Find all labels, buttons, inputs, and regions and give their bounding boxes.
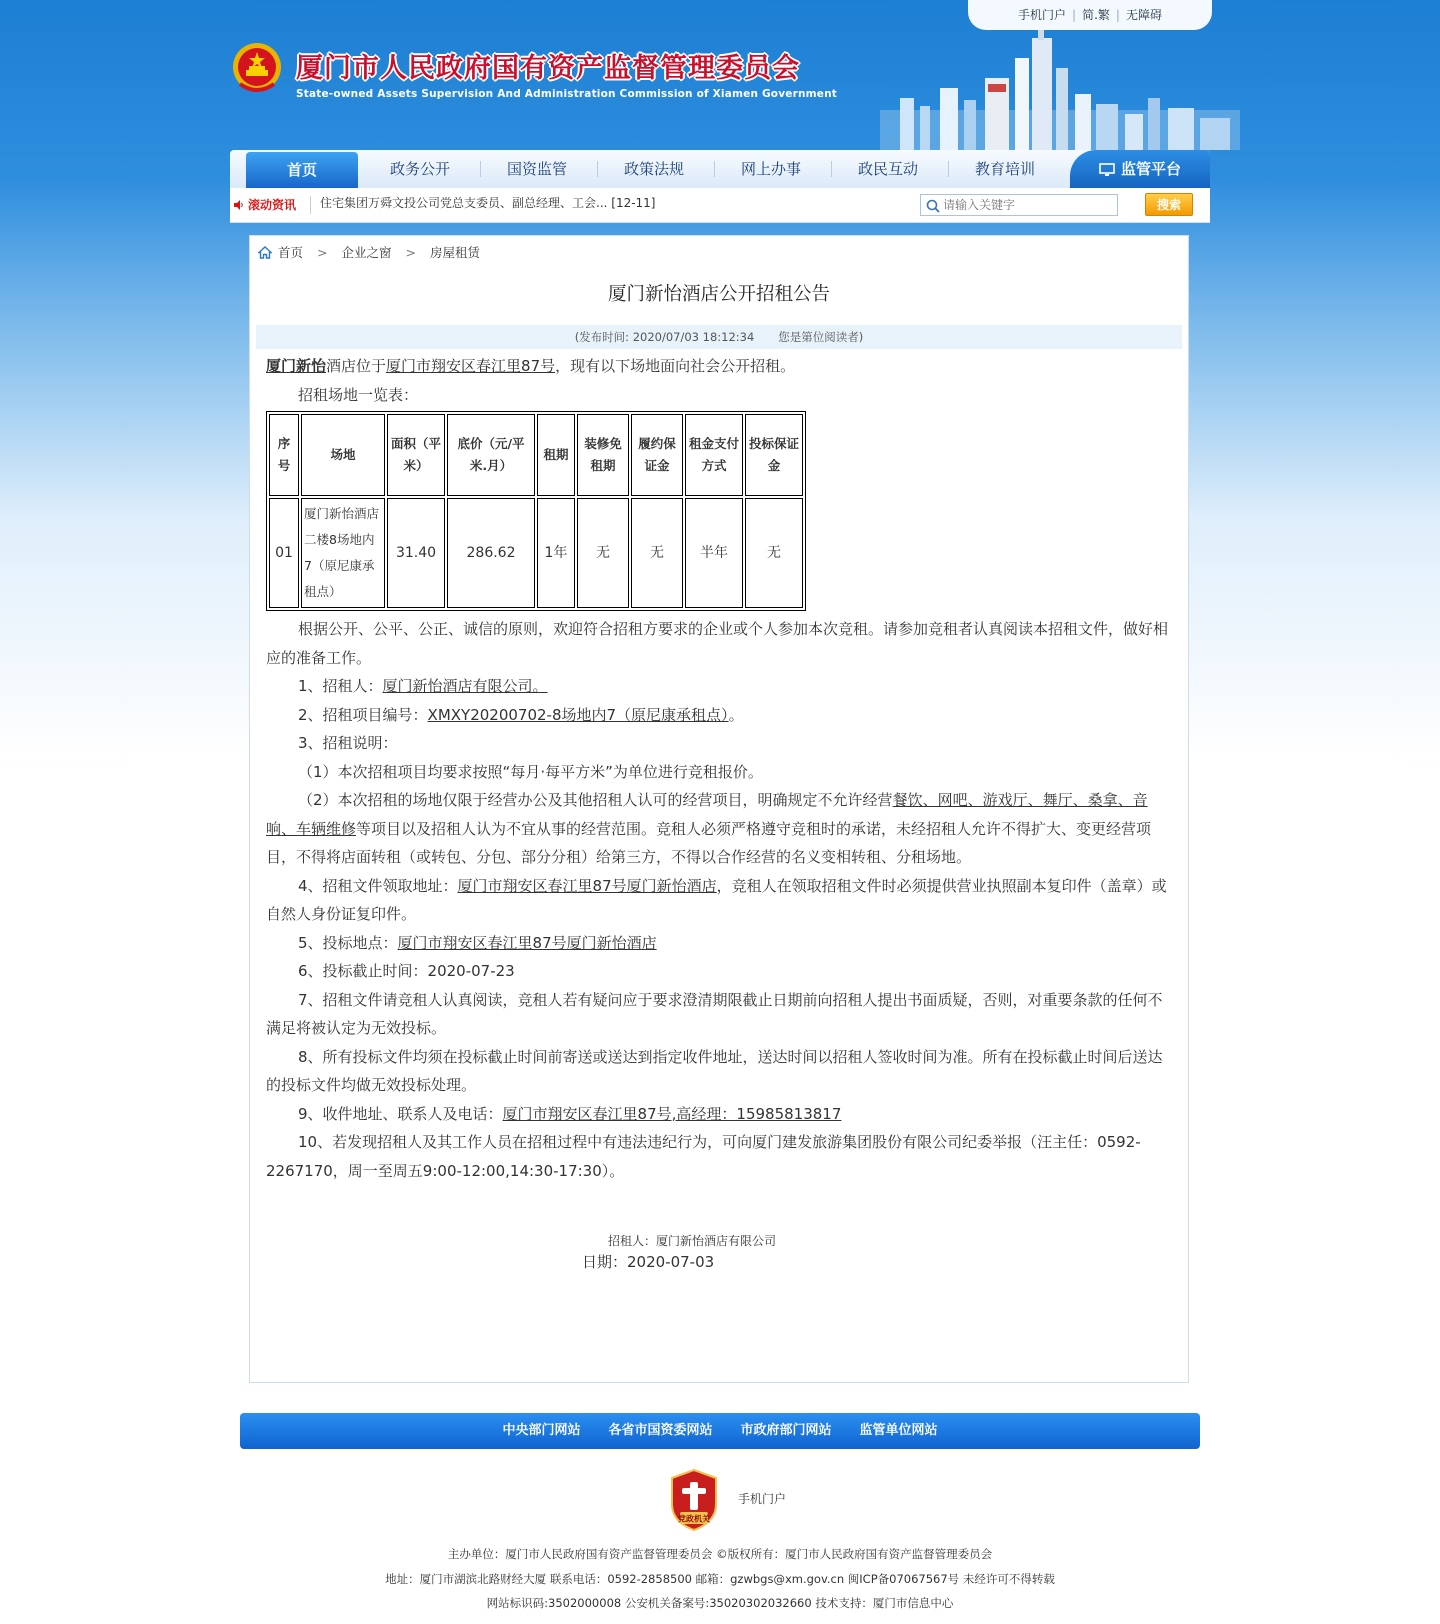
item-label: 9、收件地址、联系人及电话：: [298, 1104, 503, 1123]
list-heading: 招租场地一览表：: [298, 385, 419, 404]
search-button[interactable]: 搜索: [1145, 193, 1193, 216]
project-number: XMXY20200702-8场地内7（原尼康承租点）: [427, 705, 729, 724]
header-cell: 装修免租期: [577, 414, 629, 496]
top-links: [968, 0, 1212, 30]
footer-registration: 网站标识码:3502000008 公安机关备案号:35020302032660 技术支持：厦门市信息中心: [486, 1596, 954, 1610]
item-submission: 8、所有投标文件均须在投标截止时间前寄送或送达到指定收件地址，送达时间以招租人签收时间为准。所有在投标截止时间后送达的投标文件均做无效投标处理。: [266, 1047, 1163, 1094]
item-text: （2）本次招租的场地仅限于经营办公及其他招租人认可的经营项目，明确规定不允许经营: [298, 791, 893, 809]
site-title: 厦门市人民政府国有资产监督管理委员会: [296, 53, 800, 84]
footer-link-supervised[interactable]: 监管单位网站: [859, 1423, 938, 1438]
item-bid-location: [266, 929, 1176, 958]
article-title: 厦门新怡酒店公开招租公告: [607, 284, 830, 305]
reader-count: 您是第位阅读者): [778, 330, 864, 344]
footer-link-central[interactable]: 中央部门网站: [502, 1423, 581, 1438]
table-cell: 厦门新怡酒店二楼8场地内7（原尼康承租点）: [301, 498, 385, 608]
item-label: 1、招租人：: [298, 677, 383, 695]
separator: |: [1072, 8, 1077, 22]
search-icon: [926, 199, 940, 213]
site-header: [0, 0, 1440, 150]
nav-government-affairs[interactable]: 政务公开: [389, 160, 450, 178]
nav-training[interactable]: 教育培训: [974, 160, 1035, 178]
breadcrumb: [258, 236, 480, 270]
header-cell: 履约保证金: [631, 414, 683, 496]
contact-info: 厦门市翔安区春江里87号,高经理：15985813817: [502, 1104, 842, 1123]
table-row: [269, 498, 803, 608]
main-nav: [230, 150, 1210, 188]
breadcrumb-enterprise[interactable]: 企业之窗: [341, 245, 392, 260]
lessor-name: 厦门新怡酒店有限公司。: [382, 677, 548, 695]
item-project-number: [266, 701, 1176, 730]
item-inquiry: 7、招租文件请竞租人认真阅读，竞租人若有疑问应于要求澄清期限截止日期前向招租人提出书面质疑，否则，对重要条款的任何不满足将被认定为无效投标。: [266, 990, 1163, 1037]
nav-policies[interactable]: 政策法规: [623, 160, 684, 178]
table-cell: 286.62: [447, 498, 535, 608]
home-icon: [258, 246, 272, 259]
breadcrumb-rental[interactable]: 房屋租赁: [430, 245, 481, 260]
item-text: ，竞租人在领取招租文件时必须提供营业执照副本复印件（盖章）或自然人身份证复印件。: [266, 876, 1167, 923]
item-document-address: [266, 872, 1176, 929]
breadcrumb-home[interactable]: 首页: [278, 245, 304, 260]
item-label: 2、招租项目编号：: [298, 705, 428, 724]
header-cell: 面积（平米）: [387, 414, 445, 496]
footer-mobile-portal[interactable]: 手机门户: [738, 1492, 787, 1506]
table-cell: 31.40: [387, 498, 445, 608]
bid-location: 厦门市翔安区春江里87号厦门新怡酒店: [397, 933, 657, 952]
footer-contact: 地址：厦门市湖滨北路财经大厦 联系电话：0592-2858500 邮箱：gzwbgs@xm.gov.cn 闽ICP备07067567号 未经许可不得转载: [385, 1572, 1055, 1586]
breadcrumb-separator: >: [317, 245, 328, 260]
rental-table: [266, 411, 806, 611]
intro-text: 酒店位于: [326, 357, 387, 375]
badge-text: 党政机关: [678, 1514, 710, 1524]
hotel-name: 厦门新怡: [266, 357, 327, 375]
intro-paragraph: [266, 352, 1176, 381]
header-cell: 租金支付方式: [685, 414, 743, 496]
site-subtitle: State-owned Assets Supervision And Administration Commission of Xiamen Government: [296, 88, 837, 100]
item-contact: [266, 1100, 1176, 1129]
table-cell: 01: [269, 498, 299, 608]
city-skyline-image: [880, 28, 1240, 150]
item-report: 10、若发现招租人及其工作人员在招租过程中有违法违纪行为，可向厦门建发旅游集团股份有限公司纪委举报（汪主任：0592-2267170，周一至周五9:00-12:00,14:30-17:30）。: [266, 1133, 1141, 1180]
article-container: [249, 235, 1189, 1383]
simplified-traditional-link[interactable]: 简.繁: [1082, 8, 1110, 22]
item-label: 4、招租文件领取地址：: [298, 876, 458, 895]
article-body: [266, 352, 1176, 1185]
search-input[interactable]: [920, 194, 1118, 216]
nav-interaction[interactable]: 政民互动: [857, 160, 918, 178]
header-cell: 底价（元/平米.月）: [447, 414, 535, 496]
item-text: 等项目以及招租人认为不宜从事的经营范围。竞租人必须严格遵守竞租时的承诺，未经招租人允许不得扩大、变更经营项目，不得将店面转租（或转包、分包、部分分租）给第三方，不得以合作经营的名义变相转租、分租场地。: [266, 819, 1152, 866]
party-badge-icon[interactable]: [668, 1468, 720, 1532]
header-cell: 租期: [537, 414, 575, 496]
ticker-news-link[interactable]: 住宅集团万舜文投公司党总支委员、副总经理、工会... [12-11]: [320, 196, 656, 210]
item-instructions: 3、招租说明：: [298, 734, 398, 752]
nav-state-assets[interactable]: 国资监管: [506, 160, 567, 178]
supervision-platform-button[interactable]: [1070, 150, 1210, 188]
principle-paragraph: 根据公开、公平、公正、诚信的原则，欢迎符合招租方要求的企业或个人参加本次竞租。请参加竞租者认真阅读本招租文件，做好相应的准备工作。: [266, 620, 1169, 667]
footer-links-bar: [240, 1413, 1200, 1449]
table-cell: 无: [631, 498, 683, 608]
instruction-1: （1）本次招租项目均要求按照“每月·每平方米”为单位进行竞租报价。: [298, 762, 763, 781]
footer-organizer: 主办单位：厦门市人民政府国有资产监督管理委员会 ©版权所有：厦门市人民政府国有资产监督管理委员会: [447, 1547, 993, 1561]
signer: 招租人：厦门新怡酒店有限公司: [608, 1234, 777, 1248]
intro-text: ，现有以下场地面向社会公开招租。: [555, 357, 796, 375]
header-cell: 序号: [269, 414, 299, 496]
table-cell: 半年: [685, 498, 743, 608]
header-cell: 投标保证金: [745, 414, 803, 496]
breadcrumb-separator: >: [405, 245, 416, 260]
supervision-platform-label: 监管平台: [1120, 160, 1181, 178]
document-address: 厦门市翔安区春江里87号厦门新怡酒店: [457, 876, 717, 895]
ticker-divider: [310, 196, 311, 214]
nav-online-services[interactable]: 网上办事: [740, 160, 801, 178]
table-cell: 1年: [537, 498, 575, 608]
item-label: 5、投标地点：: [298, 933, 398, 952]
hotel-address: 厦门市翔安区春江里87号: [386, 357, 556, 375]
item-deadline: 6、投标截止时间：2020-07-23: [298, 962, 515, 980]
nav-home[interactable]: 首页: [246, 152, 358, 188]
article-meta: [256, 325, 1182, 349]
monitor-icon: [1099, 163, 1115, 177]
footer-link-provincial[interactable]: 各省市国资委网站: [608, 1423, 713, 1438]
accessibility-link[interactable]: 无障碍: [1125, 8, 1162, 22]
news-ticker-bar: [230, 188, 1210, 223]
national-emblem-icon: [232, 40, 282, 96]
header-cell: 场地: [301, 414, 385, 496]
table-cell: 无: [745, 498, 803, 608]
speaker-icon: [234, 200, 244, 210]
item-text: 。: [728, 705, 744, 724]
instruction-2: [266, 786, 1176, 872]
table-cell: 无: [577, 498, 629, 608]
mobile-portal-link[interactable]: 手机门户: [1018, 8, 1067, 22]
table-header-row: [269, 414, 803, 496]
ticker-label-text: 滚动资讯: [248, 198, 297, 212]
sign-date: 日期：2020-07-03: [582, 1253, 715, 1271]
item-lessor: [266, 672, 1176, 701]
separator: |: [1115, 8, 1120, 22]
ticker-label: [234, 188, 296, 222]
publish-time: (发布时间: 2020/07/03 18:12:34: [574, 330, 755, 344]
prohibited-businesses: 餐饮、网吧、游戏厅、舞厅、桑拿、音响、车辆维修: [266, 791, 1148, 838]
footer-link-municipal[interactable]: 市政府部门网站: [740, 1423, 832, 1438]
